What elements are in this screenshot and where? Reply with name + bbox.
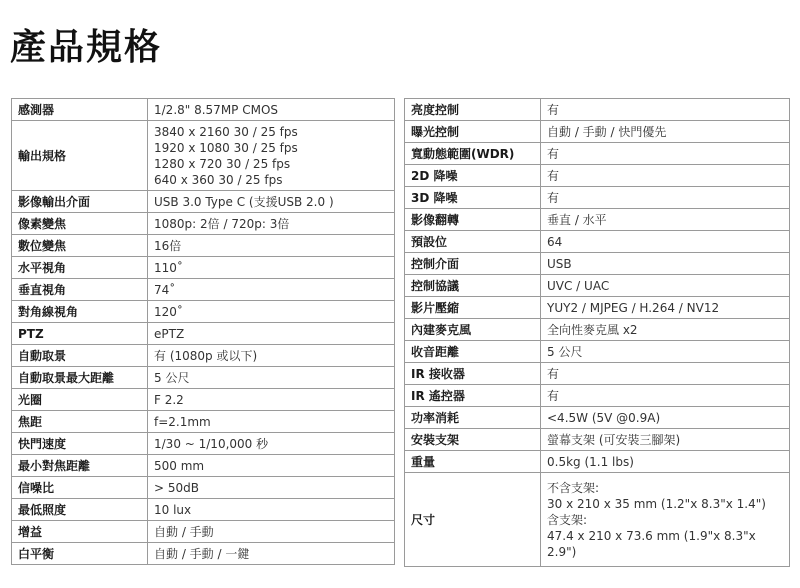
- spec-label: 增益: [12, 521, 148, 543]
- spec-label: 最小對焦距離: [12, 455, 148, 477]
- spec-label: 感測器: [12, 99, 148, 121]
- spec-value-line: 5 公尺: [547, 344, 583, 359]
- page-title: 產品規格: [10, 27, 163, 68]
- left-spec-row: [12, 433, 395, 455]
- spec-value: [148, 389, 395, 411]
- spec-value: [148, 499, 395, 521]
- left-spec-row: [12, 521, 395, 543]
- spec-value-line: 有: [547, 190, 560, 205]
- spec-label: 3D 降噪: [405, 187, 541, 209]
- spec-value: [148, 411, 395, 433]
- spec-value-line: 垂直 / 水平: [547, 212, 607, 227]
- spec-value-line: 0.5kg (1.1 lbs): [547, 454, 634, 469]
- spec-value-line: 3840 x 2160 30 / 25 fps: [154, 124, 298, 139]
- spec-value: [148, 279, 395, 301]
- spec-label: 影像輸出介面: [12, 191, 148, 213]
- spec-value-line: f=2.1mm: [154, 414, 211, 429]
- spec-value: [541, 385, 790, 407]
- spec-value-line: UVC / UAC: [547, 278, 610, 293]
- left-spec-row: [12, 99, 395, 121]
- right-spec-row: [405, 297, 790, 319]
- spec-value: [541, 473, 790, 567]
- spec-value: [541, 319, 790, 341]
- spec-value: [148, 257, 395, 279]
- left-spec-row: [12, 411, 395, 433]
- spec-label: 控制協議: [405, 275, 541, 297]
- left-spec-row: [12, 323, 395, 345]
- spec-value-line: 1280 x 720 30 / 25 fps: [154, 156, 291, 171]
- spec-value: [541, 275, 790, 297]
- right-spec-row: [405, 341, 790, 363]
- spec-label: 影片壓縮: [405, 297, 541, 319]
- spec-value: [541, 143, 790, 165]
- right-spec-row: [405, 187, 790, 209]
- spec-value: [148, 121, 395, 191]
- right-spec-row: [405, 363, 790, 385]
- right-spec-row: [405, 209, 790, 231]
- spec-value-line: 47.4 x 210 x 73.6 mm (1.9"x 8.3"x 2.9"): [547, 528, 756, 559]
- spec-value-line: 16倍: [154, 238, 182, 253]
- spec-value-line: 有 (1080p 或以下): [154, 348, 258, 363]
- spec-label: 白平衡: [12, 543, 148, 565]
- left-spec-row: [12, 477, 395, 499]
- right-spec-row: [405, 121, 790, 143]
- spec-value-line: 含支架:: [547, 512, 588, 527]
- spec-value: [541, 165, 790, 187]
- spec-label: 自動取景: [12, 345, 148, 367]
- spec-value-line: 1920 x 1080 30 / 25 fps: [154, 140, 298, 155]
- spec-value: [541, 341, 790, 363]
- spec-value-line: 自動 / 手動 / 一鍵: [154, 546, 250, 561]
- spec-value-line: 螢幕支架 (可安裝三腳架): [547, 432, 681, 447]
- spec-value-line: 不含支架:: [547, 480, 600, 495]
- spec-label: 自動取景最大距離: [12, 367, 148, 389]
- spec-value-line: 110˚: [154, 260, 183, 275]
- spec-value-line: 自動 / 手動: [154, 524, 214, 539]
- right-spec-row: [405, 473, 790, 567]
- spec-value: [148, 301, 395, 323]
- spec-value: [541, 407, 790, 429]
- right-spec-row: [405, 275, 790, 297]
- spec-label: 快門速度: [12, 433, 148, 455]
- spec-value: [148, 323, 395, 345]
- spec-label: IR 遙控器: [405, 385, 541, 407]
- spec-value: [148, 213, 395, 235]
- spec-value: [148, 235, 395, 257]
- spec-label: 最低照度: [12, 499, 148, 521]
- spec-value: [541, 363, 790, 385]
- spec-value-line: 500 mm: [154, 458, 205, 473]
- left-spec-row: [12, 191, 395, 213]
- spec-label: 曝光控制: [405, 121, 541, 143]
- left-spec-row: [12, 257, 395, 279]
- spec-table-left: [11, 98, 395, 565]
- right-spec-row: [405, 407, 790, 429]
- right-spec-row: [405, 99, 790, 121]
- spec-label: 尺寸: [405, 473, 541, 567]
- spec-value-line: 74˚: [154, 282, 176, 297]
- spec-label: 收音距離: [405, 341, 541, 363]
- spec-label: 重量: [405, 451, 541, 473]
- spec-label: PTZ: [12, 323, 148, 345]
- spec-label: 安裝支架: [405, 429, 541, 451]
- spec-value-line: USB 3.0 Type C (支援USB 2.0 ): [154, 194, 334, 209]
- spec-value: [541, 429, 790, 451]
- spec-label: 輸出規格: [12, 121, 148, 191]
- spec-value-line: 有: [547, 366, 560, 381]
- spec-value-line: 120˚: [154, 304, 183, 319]
- right-spec-row: [405, 165, 790, 187]
- spec-value-line: 自動 / 手動 / 快門優先: [547, 124, 667, 139]
- spec-value-line: 640 x 360 30 / 25 fps: [154, 172, 283, 187]
- spec-value: [148, 477, 395, 499]
- spec-value: [148, 455, 395, 477]
- spec-value: [541, 209, 790, 231]
- spec-value-line: 5 公尺: [154, 370, 190, 385]
- spec-value-line: 30 x 210 x 35 mm (1.2"x 8.3"x 1.4"): [547, 496, 766, 511]
- left-spec-row: [12, 367, 395, 389]
- left-spec-row: [12, 279, 395, 301]
- spec-value-line: 1/30 ~ 1/10,000 秒: [154, 436, 269, 451]
- spec-value-line: ePTZ: [154, 326, 185, 341]
- spec-value-line: F 2.2: [154, 392, 184, 407]
- right-spec-row: [405, 231, 790, 253]
- spec-value-line: 64: [547, 234, 563, 249]
- spec-value: [148, 433, 395, 455]
- left-spec-row: [12, 455, 395, 477]
- spec-value-line: 全向性麥克風 x2: [547, 322, 638, 337]
- spec-value: [148, 543, 395, 565]
- left-spec-row: [12, 543, 395, 565]
- spec-value: [541, 451, 790, 473]
- spec-label: 寬動態範圍(WDR): [405, 143, 541, 165]
- spec-label: 對角線視角: [12, 301, 148, 323]
- right-spec-row: [405, 451, 790, 473]
- left-spec-row: [12, 301, 395, 323]
- right-spec-row: [405, 319, 790, 341]
- spec-value: [148, 99, 395, 121]
- spec-label: 數位變焦: [12, 235, 148, 257]
- spec-label: 垂直視角: [12, 279, 148, 301]
- left-spec-row: [12, 235, 395, 257]
- spec-value-line: USB: [547, 256, 572, 271]
- left-spec-row: [12, 213, 395, 235]
- spec-value: [541, 231, 790, 253]
- spec-value-line: YUY2 / MJPEG / H.264 / NV12: [547, 300, 720, 315]
- spec-value: [148, 191, 395, 213]
- spec-value-line: 10 lux: [154, 502, 192, 517]
- spec-value-line: <4.5W (5V @0.9A): [547, 410, 661, 425]
- spec-label: 焦距: [12, 411, 148, 433]
- spec-label: 2D 降噪: [405, 165, 541, 187]
- left-spec-row: [12, 389, 395, 411]
- spec-value-line: 有: [547, 388, 560, 403]
- spec-value-line: 有: [547, 146, 560, 161]
- spec-label: 亮度控制: [405, 99, 541, 121]
- spec-label: 像素變焦: [12, 213, 148, 235]
- spec-table-right: [404, 98, 790, 567]
- right-spec-row: [405, 429, 790, 451]
- spec-label: 預設位: [405, 231, 541, 253]
- spec-value-line: 1/2.8" 8.57MP CMOS: [154, 102, 279, 117]
- spec-label: IR 接收器: [405, 363, 541, 385]
- spec-label: 水平視角: [12, 257, 148, 279]
- spec-value-line: 有: [547, 102, 560, 117]
- spec-value: [148, 521, 395, 543]
- spec-label: 信噪比: [12, 477, 148, 499]
- spec-label: 內建麥克風: [405, 319, 541, 341]
- spec-label: 控制介面: [405, 253, 541, 275]
- right-spec-row: [405, 385, 790, 407]
- spec-label: 功率消耗: [405, 407, 541, 429]
- left-spec-row: [12, 499, 395, 521]
- spec-label: 影像翻轉: [405, 209, 541, 231]
- left-spec-row: [12, 121, 395, 191]
- spec-value: [148, 345, 395, 367]
- spec-value: [541, 99, 790, 121]
- spec-value: [541, 121, 790, 143]
- spec-label: 光圈: [12, 389, 148, 411]
- left-spec-row: [12, 345, 395, 367]
- spec-value-line: > 50dB: [154, 480, 199, 495]
- spec-value-line: 有: [547, 168, 560, 183]
- spec-value: [541, 187, 790, 209]
- spec-value: [148, 367, 395, 389]
- spec-value-line: 1080p: 2倍 / 720p: 3倍: [154, 216, 290, 231]
- spec-value: [541, 297, 790, 319]
- spec-value: [541, 253, 790, 275]
- right-spec-row: [405, 143, 790, 165]
- right-spec-row: [405, 253, 790, 275]
